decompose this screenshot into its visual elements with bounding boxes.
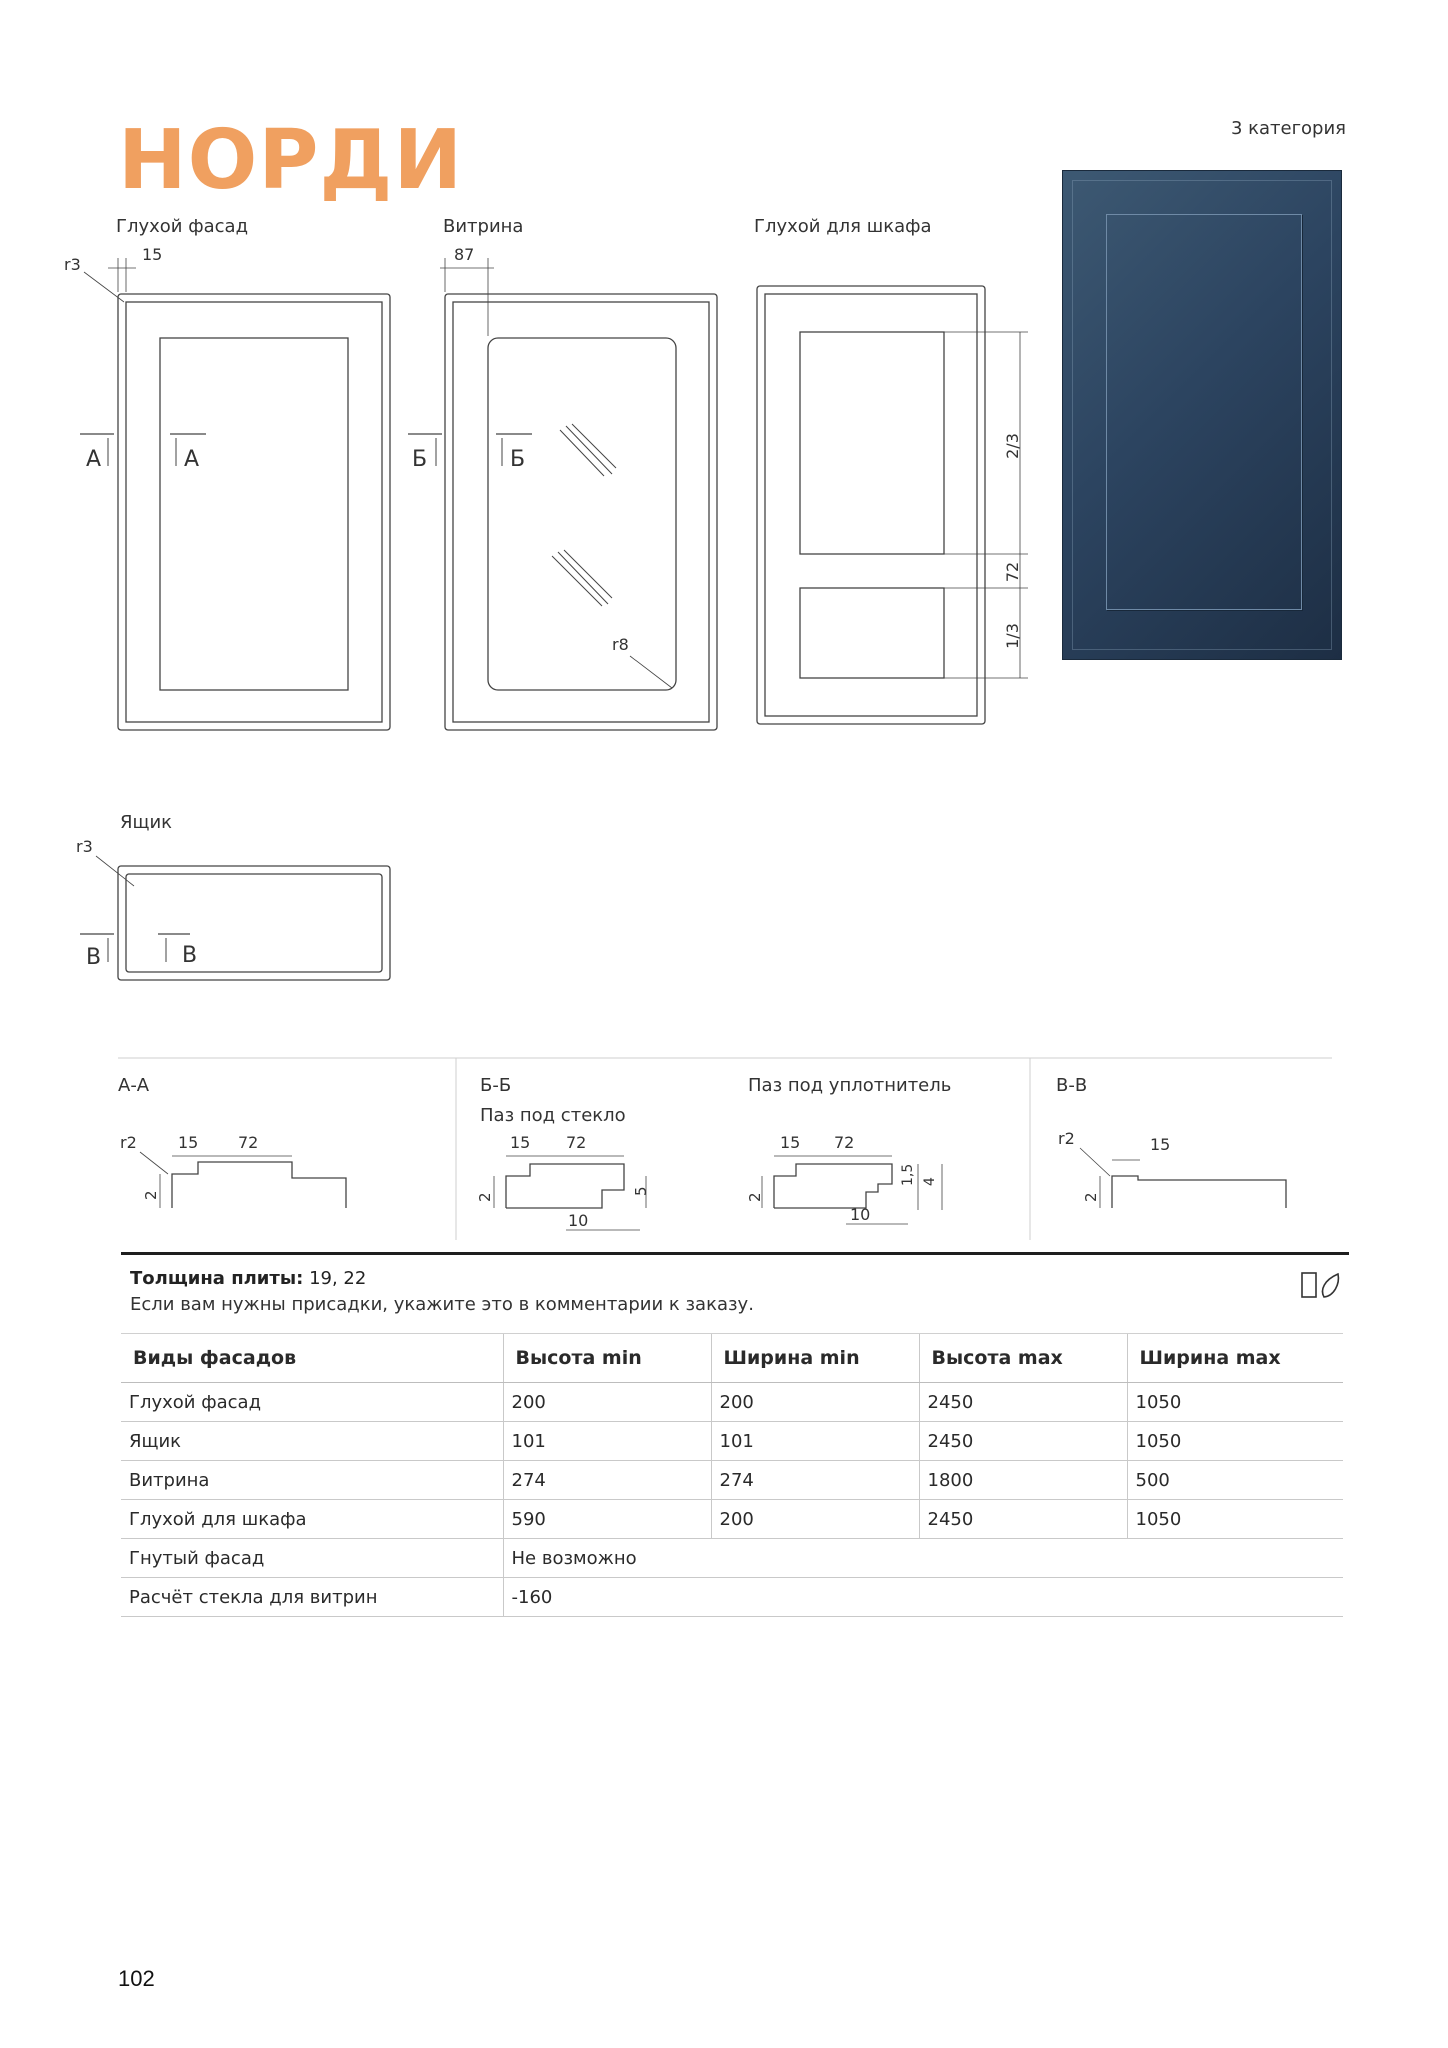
table-cell: Витрина <box>121 1461 503 1500</box>
blind-facade-drawing <box>64 245 390 730</box>
table-cell: Ящик <box>121 1422 503 1461</box>
blind-frame-width: 15 <box>142 245 163 264</box>
table-row <box>121 1500 1343 1539</box>
table-cell: Глухой для шкафа <box>121 1500 503 1539</box>
section-vv-d1: 15 <box>1150 1135 1171 1154</box>
drawing-title-cabinet: Глухой для шкафа <box>754 216 932 237</box>
drawing-title-drawer: Ящик <box>120 812 173 833</box>
section-title-bb: Б-Б <box>480 1075 512 1096</box>
section-aa-d1: 15 <box>178 1133 199 1152</box>
table-cell: -160 <box>503 1578 1343 1617</box>
table-cell: 101 <box>711 1422 919 1461</box>
showcase-frame-width: 87 <box>454 245 475 264</box>
drawer-section-mark-left: В <box>86 945 102 970</box>
table-header-row <box>121 1334 1343 1383</box>
section-aa-depth: 2 <box>142 1190 160 1200</box>
table-cell: 200 <box>711 1383 919 1422</box>
section-seal-d1: 15 <box>780 1133 801 1152</box>
section-title-seal: Паз под уплотнитель <box>748 1075 952 1096</box>
table-cell: 274 <box>711 1461 919 1500</box>
section-title-vv: В-В <box>1056 1075 1088 1096</box>
product-photo <box>1062 170 1342 660</box>
table-cell: 1050 <box>1127 1500 1343 1539</box>
table-cell: Глухой фасад <box>121 1383 503 1422</box>
blind-radius: r3 <box>64 255 81 274</box>
section-bb-groove-w: 10 <box>568 1211 589 1230</box>
section-seal-h1: 1,5 <box>900 1163 916 1186</box>
table-cell: 1050 <box>1127 1422 1343 1461</box>
table-header: Высота max <box>919 1334 1127 1383</box>
cabinet-facade-drawing <box>757 286 1028 724</box>
drop-icon <box>1323 1274 1339 1297</box>
table-cell: 500 <box>1127 1461 1343 1500</box>
spec-divider <box>121 1252 1349 1255</box>
table-cell: 1800 <box>919 1461 1127 1500</box>
table-cell: 2450 <box>919 1422 1127 1461</box>
section-bb-d1: 15 <box>510 1133 531 1152</box>
drawer-section-mark-right: В <box>182 943 198 968</box>
category-label: 3 категория <box>1230 118 1346 139</box>
table-cell: 590 <box>503 1500 711 1539</box>
table-row <box>121 1422 1343 1461</box>
section-vv-profile <box>1058 1129 1286 1208</box>
table-cell: 200 <box>711 1500 919 1539</box>
section-bb-profile <box>476 1133 650 1230</box>
table-cell: 2450 <box>919 1500 1127 1539</box>
thickness-line <box>130 1268 366 1289</box>
section-aa-profile <box>120 1133 346 1208</box>
drawer-radius: r3 <box>76 837 93 856</box>
section-bb-depth: 2 <box>476 1192 494 1202</box>
table-row <box>121 1383 1343 1422</box>
table-cell: 101 <box>503 1422 711 1461</box>
section-title-aa: А-А <box>118 1075 150 1096</box>
table-header: Виды фасадов <box>121 1334 503 1383</box>
section-subtitle-bb: Паз под стекло <box>480 1105 626 1126</box>
photo-panel-frame <box>1106 214 1302 610</box>
table-cell: 1050 <box>1127 1383 1343 1422</box>
section-seal-depth: 2 <box>746 1192 764 1202</box>
material-icons <box>1300 1270 1344 1300</box>
table-header: Ширина max <box>1127 1334 1343 1383</box>
panel-icon <box>1302 1273 1316 1297</box>
table-header: Высота min <box>503 1334 711 1383</box>
thickness-label: Толщина плиты: <box>130 1268 304 1289</box>
showcase-section-mark-left: Б <box>412 447 428 472</box>
table-header: Ширина min <box>711 1334 919 1383</box>
section-aa-d2: 72 <box>238 1133 259 1152</box>
table-cell: Гнутый фасад <box>121 1539 503 1578</box>
section-vv-depth: 2 <box>1082 1192 1100 1202</box>
table-cell: 2450 <box>919 1383 1127 1422</box>
section-seal-w: 10 <box>850 1205 871 1224</box>
table-cell: Не возможно <box>503 1539 1343 1578</box>
table-row <box>121 1539 1343 1578</box>
section-seal-h2: 4 <box>922 1177 938 1186</box>
brand-title: НОРДИ <box>118 113 464 208</box>
section-seal-d2: 72 <box>834 1133 855 1152</box>
cabinet-gap: 72 <box>1003 561 1022 583</box>
showcase-section-mark-right: Б <box>510 447 526 472</box>
table-cell: 274 <box>503 1461 711 1500</box>
cabinet-upper-ratio: 2/3 <box>1003 433 1022 459</box>
section-vv-radius: r2 <box>1058 1129 1075 1148</box>
showcase-corner-radius: r8 <box>612 635 629 654</box>
table-row <box>121 1578 1343 1617</box>
blind-section-mark-right: А <box>184 447 200 472</box>
page-number: 102 <box>118 1966 155 1991</box>
section-aa-radius: r2 <box>120 1133 137 1152</box>
drawing-title-showcase: Витрина <box>443 216 524 237</box>
thickness-value: 19, 22 <box>309 1268 367 1289</box>
facade-size-table <box>121 1333 1343 1617</box>
table-cell: 200 <box>503 1383 711 1422</box>
table-row <box>121 1461 1343 1500</box>
table-cell: Расчёт стекла для витрин <box>121 1578 503 1617</box>
spec-note: Если вам нужны присадки, укажите это в комментарии к заказу. <box>130 1294 754 1315</box>
drawer-drawing <box>76 837 390 980</box>
cabinet-lower-ratio: 1/3 <box>1003 623 1022 649</box>
drawing-title-blind: Глухой фасад <box>116 216 249 237</box>
showcase-drawing <box>408 245 717 730</box>
section-seal-profile <box>746 1133 942 1224</box>
blind-section-mark-left: А <box>86 447 102 472</box>
section-bb-groove-h: 5 <box>632 1186 650 1196</box>
section-bb-d2: 72 <box>566 1133 587 1152</box>
